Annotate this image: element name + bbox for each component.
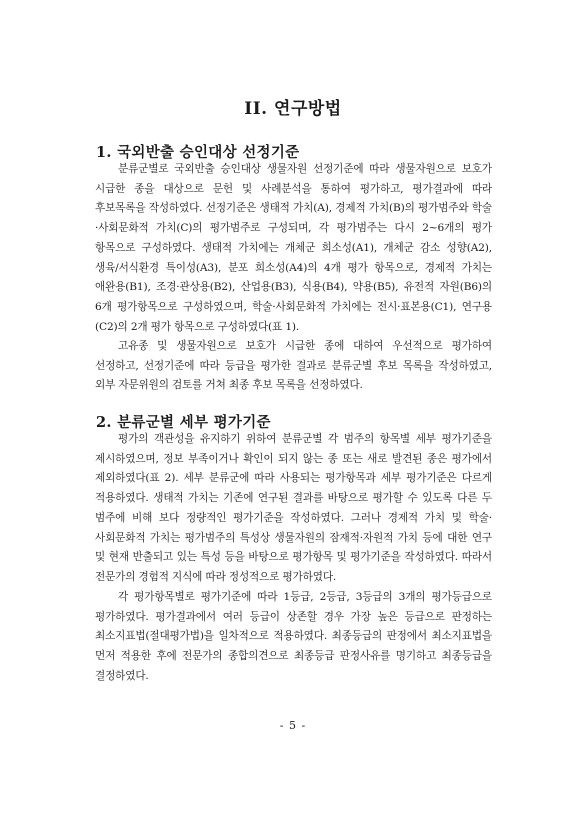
paragraph-detailed-criteria: 평가의 객관성을 유지하기 위하여 분류군별 각 범주의 항목별 세부 평가기준을 제시하였으며, 정보 부족이거나 확인이 되지 않는 종 또는 새로 발견된 종은 평가에서 제외하였다(표 2). 세부 분류군에 따라 사용되는 평가항목과 세부 평가기준은 다르게 적용하였다. 생태적 가치는 기존에 연구된 결과를 바탕으로 평가할 수 있도록 다른 두 범주에 비해 보다 정량적인 평가기준을 작성하였다. 그러나 경제적 가치 및 학술·사회문화적 가치는 평가범주의 특성상 생물자원의 잠재적·자원적 가치 등에 대한 연구 및 현재 반출되고 있는 특성 등을 바탕으로 평가항목 및 평가기준을 작성하였다. 따라서 전문가의 경험적 지식에 따라 정성적으로 평가하였다. xyxy=(95,433,492,583)
page-number: - 5 - xyxy=(279,719,307,732)
paragraph-candidate-list: 고유종 및 생물자원으로 보호가 시급한 종에 대하여 우선적으로 평가하여 선정하고, 선정기준에 따라 등급을 평가한 결과로 분류군별 후보 목록을 작성하였고, 외부 자문위원의 검토를 거쳐 최종 후보 목록을 선정하였다. xyxy=(95,340,492,392)
paragraph-grading: 각 평가항목별로 평가기준에 따라 1등급, 2등급, 3등급의 3개의 평가등급으로 평가하였다. 평가결과에서 여러 등급이 상존할 경우 가장 높은 등급으로 판정하는 최소지표법(절대평가법)을 일차적으로 적용하였다. 최종등급의 판정에서 최소지표법을 먼저 적용한 후에 전문가의 종합의견으로 최종등급 판정사유를 명기하고 최종등급을 결정하였다. xyxy=(95,591,492,682)
paragraph-selection-criteria: 분류군별로 국외반출 승인대상 생물자원 선정기준에 따라 생물자원으로 보호가 시급한 종을 대상으로 문헌 및 사례분석을 통하여 평가하고, 평가결과에 따라 후보목록을 작성하였다. 선정기준은 생태적 가치(A), 경제적 가치(B)의 평가범주와 학술·사회문화적 가치(C)의 평가범주로 구성되며, 각 평가범주는 다시 2~6개의 평가 항목으로 구성하였다. 생태적 가치에는 개체군 희소성(A1), 개체군 감소 성향(A2), 생육/서식환경 특이성(A3), 분포 희소성(A4)의 4개 평가 항목으로, 경제적 가치는 애완용(B1), 조경·관상용(B2), 산업용(B3), 식용(B4), 약용(B5), 유전적 자원(B6)의 6개 평가항목으로 구성하였으며, 학술·사회문화적 가치에는 전시·표본용(C1), 연구용(C2)의 2개 평가 항목으로 구성하였다(표 1). xyxy=(95,163,492,333)
chapter-title: II. 연구방법 xyxy=(244,99,342,119)
section-heading-detailed-criteria: 2. 분류군별 세부 평가기준 xyxy=(96,414,271,431)
section-heading-selection-criteria: 1. 국외반출 승인대상 선정기준 xyxy=(96,144,300,161)
